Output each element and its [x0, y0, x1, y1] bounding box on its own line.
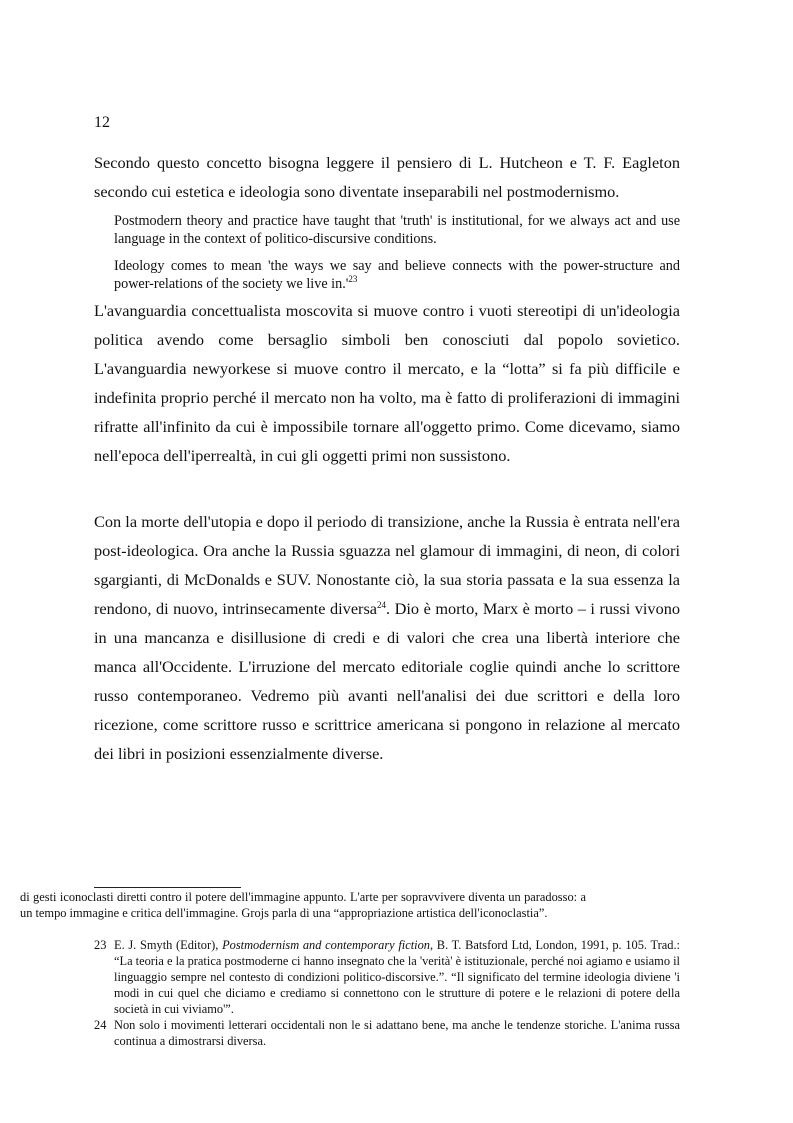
body-paragraph-hutcheon-eagleton: Secondo questo concetto bisogna leggere il pensiero di L. Hutcheon e T. F. Eagleton secondo cui estetica e ideologia sono diventate inseparabili nel postmodernismo.: [94, 153, 680, 201]
block-quote-ideology: [114, 257, 680, 293]
footnote-24: [94, 1017, 680, 1049]
footnote-23-rest: , B. T. Batsford Ltd, London, 1991, p. 105. Trad.: “La teoria e la pratica postmoderne ci hanno insegnato che la 'verità' è istituzionale, perché noi agiamo e usiamo il linguaggio sempre nel contesto di condizioni politico-discorsive.”. “Il significato del termine ideologia diviene 'i modi in cui quel che diciamo e crediamo si connettono con le strutture di potere e le relazioni di potere della società in cui viviamo'”.: [114, 938, 680, 1016]
footnote-23-book-title: Postmodernism and contemporary fiction: [222, 938, 431, 952]
block-quote-ideology-text: Ideology comes to mean 'the ways we say and believe connects with the power-structure and power-relations of the society we live in.': [114, 258, 680, 292]
footnote-23-text: [114, 937, 680, 1017]
footnote-ref-23[interactable]: 23: [348, 274, 358, 284]
body-paragraph-avanguardia: L'avanguardia concettualista moscovita si muove contro i vuoti stereotipi di un'ideologia politica avendo come bersaglio simboli ben conosciuti dal popolo sovietico. L'avanguardia newyorkese si muove contro il mercato, e la “lotta” si fa più difficile e indefinita proprio perché il mercato non ha volto, ma è fatto di proliferazioni di immagini rifratte all'infinito da cui è impossibile tornare all'oggetto primo. Come dicevamo, siamo nell'epoca dell'iperrealtà, in cui gli oggetti primi non sussistono.: [94, 301, 680, 465]
body-paragraph-russia-part-2: . Dio è morto, Marx è morto – i russi vivono in una mancanza e disillusione di credi e di valori che crea una libertà interiore che manca all'Occidente. L'irruzione del mercato editoriale coglie quindi anche lo scrittore russo contemporaneo. Vedremo più avanti nell'analisi dei due scrittori e della loro ricezione, come scrittore russo e scrittrice americana si pongono in relazione al mercato dei libri in posizioni essenzialmente diverse.: [94, 599, 680, 763]
footnote-24-number: 24: [94, 1018, 107, 1032]
block-quote-truth: Postmodern theory and practice have taught that 'truth' is institutional, for we always act and use language in the context of politico-discursive conditions.: [114, 213, 680, 247]
body-paragraph-russia: [94, 507, 680, 768]
body-paragraph-russia-part-1: Con la morte dell'utopia e dopo il periodo di transizione, anche la Russia è entrata nell'era post-ideologica. Ora anche la Russia sguazza nel glamour di immagini, di neon, di colori sgargianti, di McDonalds e SUV. Nonostante ciò, la sua storia passata e la sua essenza la rendono, di nuovo, intrinsecamente diversa: [94, 512, 680, 618]
footnote-24-text: Non solo i movimenti letterari occidentali non le si adattano bene, ma anche le tendenze storiche. L'anima russa continua a dimostrarsi diversa.: [114, 1018, 680, 1048]
footnote-23-number: 23: [94, 938, 107, 952]
footnote-continuation: di gesti iconoclasti diretti contro il potere dell'immagine appunto. L'arte per sopravvivere diventa un paradosso: a un tempo immagine e critica dell'immagine. Grojs parla di una “appropriazione artistica dell'iconoclastia”.: [20, 890, 586, 920]
footnote-23: [94, 937, 680, 1017]
footnote-23-prefix: E. J. Smyth (Editor),: [114, 938, 223, 952]
footnote-ref-24[interactable]: 24: [377, 600, 387, 610]
page-number: 12: [94, 114, 110, 131]
footnote-separator: [94, 887, 241, 888]
